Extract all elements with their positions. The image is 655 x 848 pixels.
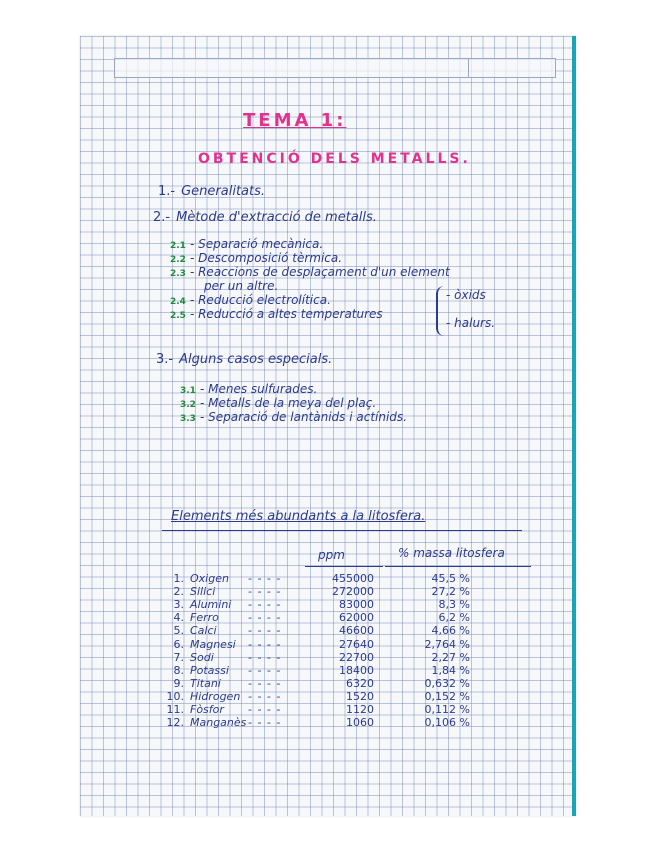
table-row: [80, 624, 576, 637]
ppm-value: 62000: [339, 611, 374, 625]
subsection-2-5: [170, 307, 383, 321]
element-name: Titani: [190, 676, 221, 690]
section-label: Mètode d'extracció de metalls.: [176, 210, 377, 225]
row-index: 12.: [166, 716, 184, 730]
subsection-number: 2.3: [170, 269, 186, 279]
subsection-label: - Metalls de la meya del plaç.: [199, 396, 377, 410]
subsection-number: 2.1: [170, 241, 186, 251]
row-index: 6.: [173, 637, 184, 651]
table-row: [80, 716, 576, 729]
subsection-3-3: [180, 410, 407, 424]
section-label: Generalitats.: [181, 184, 266, 199]
brace-item-1: - òxids: [446, 288, 486, 302]
element-name: Calci: [190, 624, 217, 638]
table-row: [80, 651, 576, 664]
table-row: [80, 572, 576, 585]
subsection-3-2: [180, 396, 376, 410]
column-rule-ppm: [305, 566, 383, 567]
percent-value: 0,632 %: [424, 676, 470, 690]
subsection-label: - Menes sulfurades.: [199, 382, 318, 396]
element-name: Fòsfor: [190, 703, 224, 716]
element-name: Oxigen: [190, 572, 229, 585]
ppm-value: 18400: [339, 663, 374, 677]
row-index: 2.: [173, 585, 184, 599]
column-rule-pct: [385, 566, 531, 567]
subsection-label: - Separació de lantànids i actínids.: [199, 410, 407, 424]
table-row: [80, 664, 576, 677]
subsection-label: - Reducció a altes temperatures: [189, 307, 383, 321]
brace: [436, 286, 446, 336]
row-index: 5.: [173, 624, 184, 638]
title-rule: [162, 530, 522, 531]
ppm-value: 1060: [346, 716, 374, 730]
element-name: Manganès: [190, 716, 247, 730]
percent-value: 0,106 %: [424, 716, 470, 730]
row-dash: - - - -: [248, 663, 282, 677]
table-row: [80, 677, 576, 690]
element-name: Alumini: [190, 598, 232, 612]
row-dash: - - - -: [248, 689, 282, 703]
subsection-3-1: [180, 382, 317, 396]
element-name: Hidrogen: [190, 689, 241, 703]
percent-value: 27,2 %: [431, 585, 470, 599]
percent-value: 4,66 %: [431, 624, 470, 638]
element-name: Potassi: [190, 663, 229, 677]
row-index: 7.: [173, 650, 184, 664]
subsection-label: - Descomposició tèrmica.: [189, 251, 343, 265]
row-index: 3.: [173, 598, 184, 612]
row-index: 10.: [166, 689, 184, 703]
section-number: 3.-: [156, 352, 174, 367]
brace-item-2: - halurs.: [446, 316, 496, 330]
page-title: TEMA 1:: [243, 110, 347, 131]
ppm-value: 1120: [346, 703, 374, 716]
subsection-label: - Separació mecànica.: [189, 237, 324, 251]
row-index: 9.: [173, 676, 184, 690]
row-dash: - - - -: [248, 598, 282, 612]
percent-value: 1,84 %: [431, 663, 470, 677]
subsection-number: 2.2: [170, 255, 186, 265]
row-dash: - - - -: [248, 716, 282, 730]
element-name: Magnesi: [190, 637, 236, 651]
table-row: [80, 598, 576, 611]
section-3: [156, 352, 332, 367]
subsection-2-3: [170, 265, 450, 279]
table-row: [80, 703, 576, 716]
subsection-2-3-cont: [204, 279, 278, 293]
row-dash: - - - -: [248, 676, 282, 690]
subsection-number: 3.2: [180, 400, 196, 410]
row-dash: - - - -: [248, 703, 282, 716]
table-row: [80, 611, 576, 624]
ppm-value: 1520: [346, 689, 374, 703]
table-row: [80, 585, 576, 598]
row-dash: - - - -: [248, 650, 282, 664]
percent-value: 8,3 %: [438, 598, 470, 612]
row-dash: - - - -: [248, 624, 282, 638]
header-divider: [468, 59, 469, 77]
row-index: 8.: [173, 663, 184, 677]
ppm-value: 83000: [339, 598, 374, 612]
percent-value: 0,112 %: [424, 703, 470, 716]
section-number: 2.-: [153, 210, 171, 225]
subsection-2-4: [170, 293, 331, 307]
subsection-label: - Reaccions de desplaçament d'un element: [189, 265, 450, 279]
table-title: Elements més abundants a la litosfera.: [171, 509, 426, 524]
table-row: [80, 690, 576, 703]
row-index: 11.: [166, 703, 184, 716]
subsection-2-1: [170, 237, 323, 251]
ppm-value: 6320: [346, 676, 374, 690]
row-dash: - - - -: [248, 611, 282, 625]
ppm-value: 27640: [339, 637, 374, 651]
ppm-value: 22700: [339, 650, 374, 664]
row-index: 1.: [173, 572, 184, 585]
element-name: Ferro: [190, 611, 219, 625]
percent-value: 0,152 %: [424, 689, 470, 703]
section-label: Alguns casos especials.: [179, 352, 333, 367]
percent-value: 2,27 %: [431, 650, 470, 664]
notebook-page: [80, 36, 576, 816]
ppm-value: 46600: [339, 624, 374, 638]
subsection-2-2: [170, 251, 342, 265]
row-dash: - - - -: [248, 637, 282, 651]
page-header-box: [114, 58, 556, 78]
percent-value: 45,5 %: [431, 572, 470, 585]
section-2: [153, 210, 377, 225]
table-row: [80, 638, 576, 651]
ppm-value: 272000: [332, 585, 374, 599]
row-dash: - - - -: [248, 572, 282, 585]
section-1: [158, 184, 265, 199]
percent-value: 2,764 %: [424, 637, 470, 651]
row-dash: - - - -: [248, 585, 282, 599]
column-header-ppm: ppm: [318, 548, 345, 562]
element-name: Sodi: [190, 650, 214, 664]
element-name: Silici: [190, 585, 216, 599]
subsection-number: 3.1: [180, 386, 196, 396]
subsection-label: - Reducció electrolítica.: [189, 293, 331, 307]
subsection-label: per un altre.: [204, 279, 279, 293]
subsection-number: 2.4: [170, 297, 186, 307]
percent-value: 6,2 %: [438, 611, 470, 625]
column-header-pct: % massa litosfera: [398, 546, 505, 560]
subsection-number: 2.5: [170, 311, 186, 321]
row-index: 4.: [173, 611, 184, 625]
section-number: 1.-: [158, 184, 176, 199]
ppm-value: 455000: [332, 572, 374, 585]
page-subtitle: OBTENCIÓ DELS METALLS.: [198, 151, 471, 167]
subsection-number: 3.3: [180, 414, 196, 424]
